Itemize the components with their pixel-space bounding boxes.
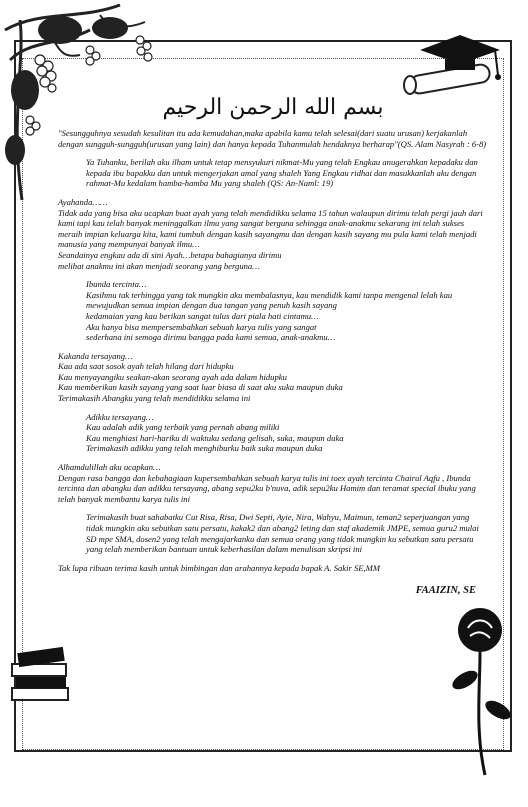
ibunda-text: sederhana ini semoga dirimu bangga pada kami semua, anak-anakmu… <box>86 332 336 343</box>
kakanda-text: Terimakasih Abangku yang telah mendidikku selama ini <box>58 393 251 404</box>
document-body <box>58 95 488 596</box>
ayahanda-section <box>58 197 488 271</box>
ibunda-section <box>58 279 488 343</box>
adikku-heading: Adikku tersayang… <box>86 411 154 422</box>
rose-icon <box>440 600 520 780</box>
kakanda-section <box>58 351 488 404</box>
alhamdulillah-text: Dengan rasa bangga dan kebahagiaan kupersembahkan sebuah karya tulis ini toex ayah tercinta Chairul Aqfu , Ibunda tercinta dan abangku dan adikku tersayang, abang sepu2ku b'nuva, adik sepu2ku Hamim dan teramat special ibuku yang telah banyak membantu karya tulis ini <box>58 472 476 504</box>
ayahanda-text: Seandainya engkau ada di sini Ayah…betapa bahagianya dirimu <box>58 249 282 260</box>
thanks-advisor: Tak lupa ribuan terima kasih untuk bimbingan dan arahannya kepada bapak A. Sakir SE,MM <box>58 562 381 573</box>
ibunda-text: Kasihmu tak terhingga yang tak mungkin aku membalasnya, kau mendidik kami tanpa mengenal lelah kau mewujudkan semua impian dengan dua tangan yang penuh kasih sayang <box>86 289 453 311</box>
ayahanda-text: melihat anakmu ini akan menjadi seorang yang berguna… <box>58 260 260 271</box>
signature: FAAIZIN, SE <box>415 585 476 597</box>
adikku-text: Kau adalah adik yang terbaik yang pernah abang miliki <box>86 422 280 433</box>
books-icon <box>8 640 72 710</box>
ayahanda-text: Tidak ada yang bisa aku ucapkan buat ayah yang telah mendidikku selama 15 tahun walaupun dirimu telah pergi jauh dari kami tapi kau telah banyak meninggalkan ilmu yang sangat berguna sehingga anak-anakmu sekarang ini telah sukses meraih impian keluarga kita, kami tumbuh dengan kasih sayangmu dan dengan kasih sayang mu pula kami telah menjadi manusia yang mempunyai banyak ilmu… <box>58 207 483 250</box>
kakanda-text: Kau ada saat sosok ayah telah hilang dari hidupku <box>58 361 234 372</box>
thanks-friends: Terimakasih buat sahabatku Cut Risa, Risa, Dwi Septi, Ayie, Nira, Wahyu, Maimun, teman2 seperjuangan yang tidak mungkin aku sebutkan satu persatu, kakak2 dan abang2 leting dan staf akademik JMPE, semua guru2 mulai SD mpe SMA, dosen2 yang telah mengajarkanku dan semua orang yang tidak mungkin ku sebutkan satu persatu yang telah memberikan bantuan untuk keberhasilan dalam menulisan skripsi ini <box>86 512 479 555</box>
ibunda-heading: Ibunda tercinta… <box>86 279 147 290</box>
ibunda-text: kedamaian yang kau berikan sangat tulus dari piala hati cintamu… <box>86 310 319 321</box>
kakanda-text: Kau menyayangiku seakan-akan seorang ayah ada dalam hidupku <box>58 371 287 382</box>
adikku-section <box>58 412 488 454</box>
kakanda-text: Kau memberikan kasih sayang yang saat luar biasa di saat aku suka maupun duka <box>58 382 343 393</box>
ibunda-text: Aku hanya bisa mempersembahkan sebuah karya tulis yang sangat <box>86 321 317 332</box>
quote-alam-nasyrah: "Sesungguhnya sesudah kesulitan itu ada kemudahan,maka apabila kamu telah selesai(dari suatu urusan) kerjakanlah dengan sungguh-sungguh(urusan yang lain) dan hanya kepada Tuhanmulah hendaknya berharap"(QS. Alam Nasyrah : 6-8) <box>58 128 487 149</box>
prayer-an-naml: Ya Tuhanku, berilah aku ilham untuk tetap mensyukuri nikmat-Mu yang telah Engkau anugerahkan kepadaku dan kepada ibu bapakku dan untuk mengerjakan amal yang shaleh Yang Engkau ridhai dan masukkanlah aku dengan rahmat-Mu kedalam hamba-hamba Mu yang shaleh (QS: An-Naml: 19) <box>86 157 478 189</box>
alhamdulillah-section <box>58 462 488 504</box>
alhamdulillah-heading: Alhamdulillah aku ucapkan… <box>58 462 161 473</box>
ayahanda-heading: Ayahanda…… <box>58 196 108 207</box>
bismillah-calligraphy: بسم الله الرحمن الرحيم <box>162 95 384 120</box>
adikku-text: Kau menghiasi hari-hariku di waktuku sedang gelisah, suka, maupun duka <box>86 432 344 443</box>
kakanda-heading: Kakanda tersayang… <box>58 350 133 361</box>
adikku-text: Terimakasih adikku yang telah menghiburku baik suka maupun duka <box>86 443 323 454</box>
